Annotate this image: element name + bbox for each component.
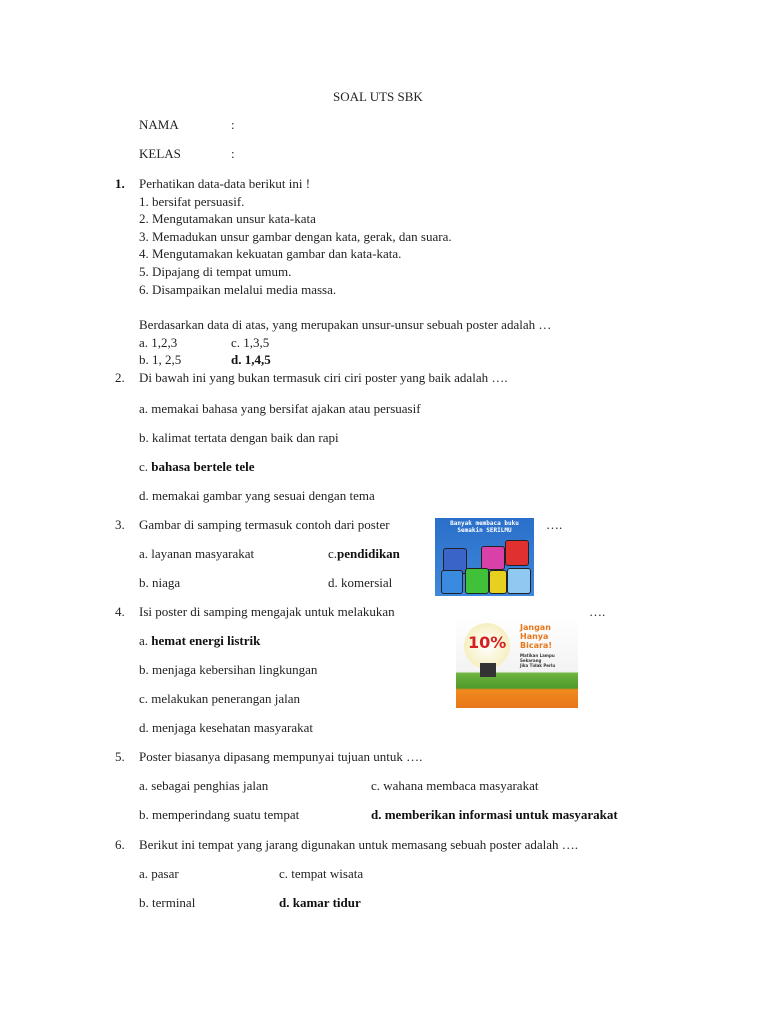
q1-option-c: c. 1,3,5 — [231, 335, 270, 350]
q2-option-d: d. memakai gambar yang sesuai dengan tema — [139, 488, 375, 503]
q2-option-c — [139, 459, 255, 475]
q6-text: Berikut ini tempat yang jarang digunakan untuk memasang sebuah poster adalah …. — [139, 837, 578, 852]
q5-number: 5. — [115, 749, 125, 764]
q3-text: Gambar di samping termasuk contoh dari poster — [139, 517, 390, 532]
q2-option-a: a. memakai bahasa yang bersifat ajakan atau persuasif — [139, 401, 421, 416]
q1-option-a: a. 1,2,3 — [139, 335, 178, 350]
page-title: SOAL UTS SBK — [333, 89, 423, 104]
q1-item: 2. Mengutamakan unsur kata-kata — [139, 211, 316, 226]
q1-text: Perhatikan data-data berikut ini ! — [139, 176, 311, 191]
q1-option-b: b. 1, 2,5 — [139, 352, 182, 367]
q5-option-d: d. memberikan informasi untuk masyarakat — [371, 807, 618, 822]
q6-option-c: c. tempat wisata — [279, 866, 364, 881]
q4-option-b: b. menjaga kebersihan lingkungan — [139, 662, 318, 677]
q4-option-a — [139, 633, 260, 649]
q1-option-d: d. 1,4,5 — [231, 352, 271, 367]
q2-text: Di bawah ini yang bukan termasuk ciri ciri poster yang baik adalah …. — [139, 370, 508, 385]
q5-option-b: b. memperindang suatu tempat — [139, 807, 300, 822]
q3-dots: …. — [546, 517, 563, 532]
q4-option-d: d. menjaga kesehatan masyarakat — [139, 720, 313, 735]
q6-option-b: b. terminal — [139, 895, 196, 910]
q4-option-a-prefix: a. — [139, 633, 149, 648]
q6-option-d: d. kamar tidur — [279, 895, 361, 910]
q5-option-c: c. wahana membaca masyarakat — [371, 778, 539, 793]
q5-option-a: a. sebagai penghias jalan — [139, 778, 269, 793]
q3-option-a: a. layanan masyarakat — [139, 546, 255, 561]
q3-option-b: b. niaga — [139, 575, 181, 590]
q2-option-c-prefix: c. — [139, 459, 149, 474]
q2-option-b: b. kalimat tertata dengan baik dan rapi — [139, 430, 339, 445]
q3-option-c-text: pendidikan — [337, 546, 400, 561]
q1-number: 1. — [115, 176, 125, 191]
q6-number: 6. — [115, 837, 125, 852]
q6-option-a: a. pasar — [139, 866, 179, 881]
q1-item: 6. Disampaikan melalui media massa. — [139, 282, 337, 297]
q3-option-d: d. komersial — [328, 575, 393, 590]
q2-option-c-text: bahasa bertele tele — [151, 459, 255, 474]
q1-item: 1. bersifat persuasif. — [139, 194, 245, 209]
energy-saving-poster-image: 10% Jangan Hanya Bicara! Matikan Lampu Sekarang Jika Tidak Perlu — [456, 617, 578, 708]
q5-text: Poster biasanya dipasang mempunyai tujuan untuk …. — [139, 749, 423, 764]
q4-option-a-text: hemat energi listrik — [151, 633, 261, 648]
q3-option-c-prefix: c. — [328, 546, 338, 561]
q4-text: Isi poster di samping mengajak untuk melakukan — [139, 604, 395, 619]
q1-question: Berdasarkan data di atas, yang merupakan unsur-unsur sebuah poster adalah … — [139, 317, 552, 332]
reading-poster-image: Banyak membaca buku Semakin SERILMU — [435, 518, 534, 596]
q3-number: 3. — [115, 517, 125, 532]
kelas-colon: : — [231, 146, 235, 161]
q3-option-c — [328, 546, 400, 562]
q4-dots: …. — [589, 604, 606, 619]
q4-number: 4. — [115, 604, 125, 619]
q4-option-c: c. melakukan penerangan jalan — [139, 691, 300, 706]
kelas-label: KELAS — [139, 146, 181, 161]
q2-number: 2. — [115, 370, 125, 385]
q1-item: 3. Memadukan unsur gambar dengan kata, gerak, dan suara. — [139, 229, 452, 244]
q1-item: 4. Mengutamakan kekuatan gambar dan kata-kata. — [139, 246, 402, 261]
q1-item: 5. Dipajang di tempat umum. — [139, 264, 292, 279]
nama-colon: : — [231, 117, 235, 132]
nama-label: NAMA — [139, 117, 179, 132]
